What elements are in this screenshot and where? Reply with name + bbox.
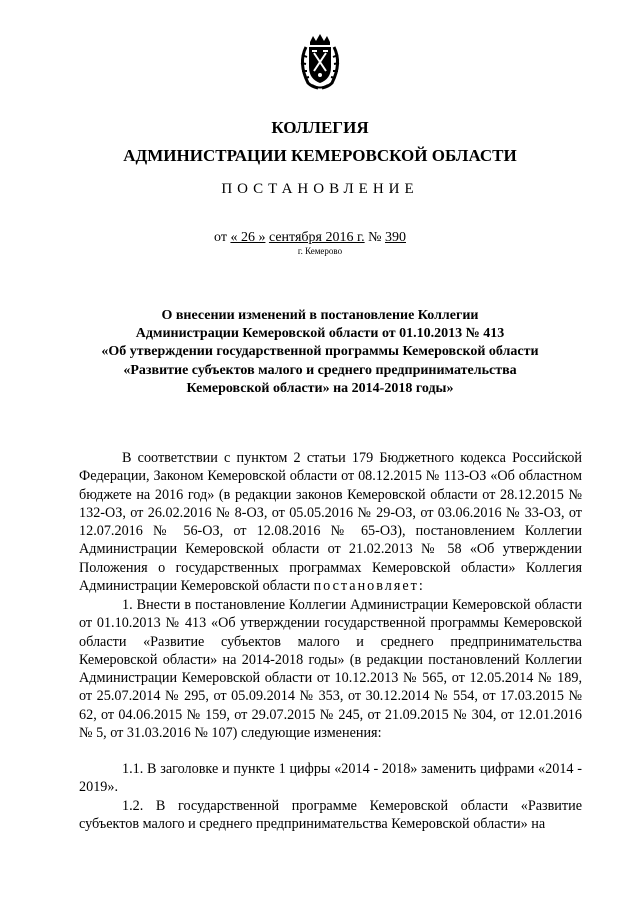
document-type: ПОСТАНОВЛЕНИЕ: [221, 181, 419, 197]
city-label: г. Кемерово: [297, 246, 343, 256]
document-subject: [60, 307, 580, 398]
clause-1-2-paragraph: 1.2. В государственной программе Кемеровской области «Развитие субъектов малого и среднего предпринимательства Кемеровской области» на: [79, 798, 582, 833]
coat-of-arms-icon: [296, 33, 344, 91]
subject-line: «Об утверждении государственной программы Кемеровской области: [101, 344, 539, 360]
clause-1-paragraph: 1. Внести в постановление Коллегии Администрации Кемеровской области от 01.10.2013 № 413 «Об утверждении государственной программы Кемеровской области «Развитие субъектов малого и среднего предпринимательства Кемеровской области» на 2014-2018 годы» (в редакции постановлений Коллегии Администрации Кемеровской области от 10.12.2013 № 565, от 12.05.2014 № 189, от 25.07.2014 № 295, от 05.09.2014 № 353, от 30.12.2014 № 554, от 17.03.2015 № 62, от 04.06.2015 № 159, от 29.07.2015 № 245, от 21.09.2015 № 304, от 12.01.2016 № 5, от 31.03.2016 № 107) следующие изменения:: [79, 597, 582, 742]
date-line: [214, 229, 474, 246]
subject-line: Кемеровской области» на 2014-2018 годы»: [186, 380, 454, 396]
subject-line: «Развитие субъектов малого и среднего предпринимательства: [123, 362, 517, 378]
preamble-paragraph: [79, 449, 582, 595]
date-prefix: от: [214, 230, 227, 245]
preamble-text: В соответствии с пунктом 2 статьи 179 Бюджетного кодекса Российской Федерации, Законом Кемеровской области от 08.12.2015 № 113-ОЗ «Об областном бюджете на 2016 год» (в редакции законов Кемеровской области от 28.12.2015 № 132-ОЗ, от 26.02.2016 № 8-ОЗ, от 05.05.2016 № 29-ОЗ, от 03.06.2016 № 33-ОЗ, от 12.07.2016 № 56-ОЗ, от 12.08.2016 № 65-ОЗ), постановлением Коллегии Администрации Кемеровской области от 21.02.2013 № 58 «Об утверждении Положения о государственных программах Кемеровской области» Коллегия Администрации Кемеровской области: [79, 450, 582, 595]
subject-line: Администрации Кемеровской области от 01.10.2013 № 413: [135, 326, 505, 342]
subject-line: О внесении изменений в постановление Коллегии: [161, 308, 479, 323]
date-month-year: сентября 2016 г.: [268, 230, 365, 245]
organization-subtitle: АДМИНИСТРАЦИИ КЕМЕРОВСКОЙ ОБЛАСТИ: [123, 146, 517, 165]
clause-1-1-paragraph: 1.1. В заголовке и пункте 1 цифры «2014 - 2018» заменить цифрами «2014 - 2019».: [79, 761, 582, 796]
date-day: « 26 »: [230, 230, 266, 245]
resolves-word: постановляет:: [313, 578, 425, 595]
number-sign: №: [368, 230, 382, 245]
document-number: 390: [385, 230, 406, 245]
organization-title: КОЛЛЕГИЯ: [271, 118, 369, 137]
